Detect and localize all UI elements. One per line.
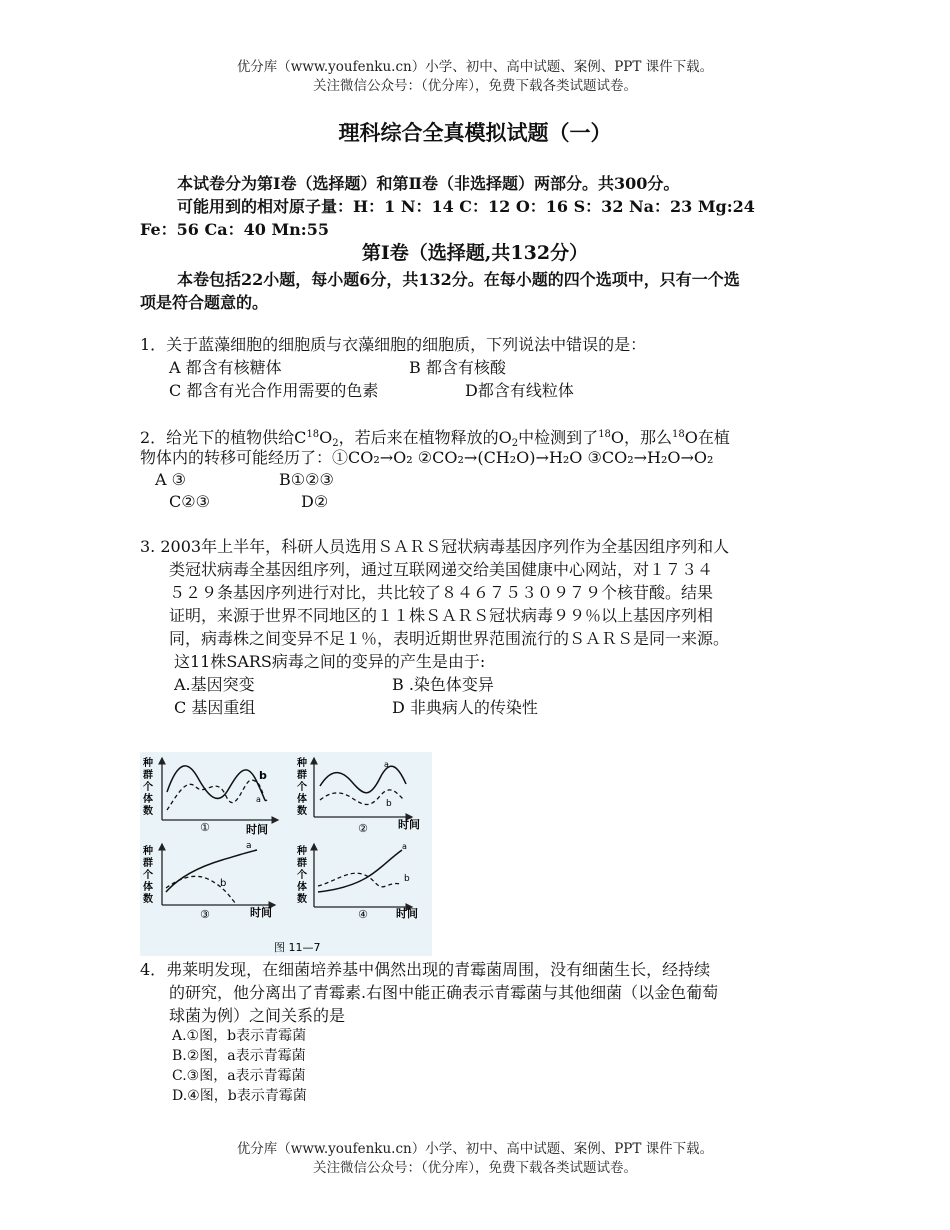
graph-panel-1 — [142, 756, 278, 836]
part1-heading: 第Ⅰ卷（选择题,共132分） — [361, 242, 589, 264]
ylabel-char: 群 — [297, 770, 307, 781]
ylabel-char: 种 — [143, 758, 153, 769]
curve-label-a: a — [246, 841, 252, 851]
q2-option-d: D② — [301, 492, 329, 511]
ylabel-char: 体 — [297, 794, 307, 805]
panel-number-3: ③ — [200, 908, 210, 921]
figure-caption: 图 11—7 — [274, 941, 321, 954]
q4-option-c: C.③图，a表示青霉菌 — [172, 1068, 306, 1084]
graph-panel-3 — [142, 841, 275, 921]
q1-option-a: A 都含有核糖体 — [169, 358, 282, 377]
x-axis-label: 时间 — [396, 907, 418, 920]
ylabel-char: 个 — [297, 870, 307, 881]
q4-line3: 球菌为例）之间关系的是 — [169, 1006, 346, 1025]
x-axis-label: 时间 — [250, 906, 272, 919]
curve-solid — [167, 766, 267, 801]
ylabel-char: 种 — [297, 758, 307, 769]
ylabel-char: 数 — [297, 806, 307, 817]
q2-option-c: C②③ — [169, 492, 210, 511]
curve-label-b: b — [404, 874, 410, 884]
curve-solid — [166, 850, 257, 892]
page-footer-line2: 关注微信公众号：（优分库），免费下载各类试题试卷。 — [313, 1160, 637, 1176]
q4-line1: 4．弗莱明发现，在细菌培养基中偶然出现的青霉菌周围，没有细菌生长，经持续 — [140, 960, 711, 979]
q1-option-b: B 都含有核酸 — [409, 358, 506, 377]
q3-line1: 3. 2003年上半年，科研人员选用ＳＡＲＳ冠状病毒基因序列作为全基因组序列和人 — [140, 537, 730, 556]
ylabel-char: 数 — [143, 894, 153, 905]
page-header-line2: 关注微信公众号：（优分库），免费下载各类试题试卷。 — [313, 78, 637, 94]
intro-line3: Fe：56 Ca：40 Mn:55 — [140, 220, 329, 239]
curve-label-a: a — [256, 795, 261, 804]
page-title: 理科综合全真模拟试题（一） — [338, 120, 612, 145]
q4-option-a: A.①图，b表示青霉菌 — [172, 1028, 307, 1044]
curve-label-b: b — [220, 878, 227, 889]
q3-option-d: D 非典病人的传染性 — [392, 698, 538, 717]
curve-solid — [318, 850, 402, 892]
q3-line3: ５２９条基因序列进行对比，共比较了８４６７５３０９７９个核苷酸。结果 — [169, 583, 714, 602]
ylabel-char: 群 — [143, 770, 153, 781]
q3-line2: 类冠状病毒全基因组序列，通过互联网递交给美国健康中心网站，对１７３４ — [169, 560, 714, 579]
curve-label-a: a — [384, 760, 389, 769]
ylabel-char: 种 — [143, 846, 153, 857]
q3-option-a: A.基因突变 — [174, 675, 255, 694]
q2-stem-line1: 2．给光下的植物供给$C^{18}O_2$，若后来在植物释放的$O_2$中检测到了$^{18}$O，那么$^{18}$O在植 — [140, 428, 730, 449]
ylabel-char: 群 — [143, 858, 153, 869]
curve-dashed — [167, 780, 264, 810]
intro-line2: 可能用到的相对原子量：H：1 N：14 C：12 O：16 S：32 Na：23 Mg:24 — [177, 197, 755, 216]
q2-option-a: A ③ — [155, 470, 186, 489]
q3-line6: 这11株SARS病毒之间的变异的产生是由于: — [174, 652, 486, 671]
curve-label-b: b — [386, 799, 392, 809]
graph-panel-4 — [296, 842, 418, 921]
q2-option-b: B①②③ — [279, 470, 334, 489]
q4-line2: 的研究，他分离出了青霉素.右图中能正确表示青霉菌与其他细菌（以金色葡萄 — [169, 983, 719, 1002]
ylabel-char: 数 — [297, 894, 307, 905]
q3-line4: 证明，来源于世界不同地区的１１株ＳＡＲＳ冠状病毒９９％以上基因序列相 — [169, 606, 714, 625]
x-axis-label: 时间 — [246, 823, 268, 836]
part1-desc-line2: 项是符合题意的。 — [140, 293, 269, 312]
curve-label-a: a — [402, 842, 407, 851]
q1-option-c: C 都含有光合作用需要的色素 — [169, 381, 379, 400]
ylabel-char: 体 — [143, 882, 153, 893]
population-graphs — [140, 752, 432, 956]
population-figure — [140, 752, 432, 956]
panel-number-2: ② — [358, 822, 368, 835]
q2-stem-line2: 物体内的转移可能经历了：①CO₂→O₂ ②CO₂→(CH₂O)→H₂O ③CO₂→H₂O→O₂ — [140, 448, 714, 467]
curve-solid — [320, 766, 406, 792]
curve-dashed — [318, 873, 402, 887]
q3-line5: 同，病毒株之间变异不足１％，表明近期世界范围流行的ＳＡＲＳ是同一来源。 — [169, 629, 730, 648]
x-axis-label: 时间 — [398, 818, 420, 831]
part1-desc-line1: 本卷包括22小题，每小题6分，共132分。在每小题的四个选项中，只有一个选 — [177, 270, 740, 289]
q1-option-d: D都含有线粒体 — [465, 381, 574, 400]
ylabel-char: 个 — [143, 870, 153, 881]
q3-option-c: C 基因重组 — [174, 698, 256, 717]
q1-stem: 1．关于蓝藻细胞的细胞质与衣藻细胞的细胞质，下列说法中错误的是： — [140, 335, 647, 354]
ylabel-char: 数 — [143, 806, 153, 817]
panel-number-4: ④ — [358, 908, 368, 921]
q3-option-b: B .染色体变异 — [392, 675, 494, 694]
ylabel-char: 体 — [297, 882, 307, 893]
ylabel-char: 体 — [143, 794, 153, 805]
page-header-line1: 优分库（www.youfenku.cn）小学、初中、高中试题、案例、PPT 课件下载。 — [236, 59, 714, 75]
curve-label-b: b — [259, 769, 267, 782]
ylabel-char: 种 — [297, 846, 307, 857]
ylabel-char: 个 — [143, 782, 153, 793]
q4-option-b: B.②图，a表示青霉菌 — [172, 1048, 306, 1064]
panel-number-1: ① — [200, 821, 210, 834]
ylabel-char: 个 — [297, 782, 307, 793]
graph-panel-2 — [296, 756, 420, 835]
ylabel-char: 群 — [297, 858, 307, 869]
q4-option-d: D.④图，b表示青霉菌 — [172, 1088, 307, 1104]
intro-line1: 本试卷分为第Ⅰ卷（选择题）和第Ⅱ卷（非选择题）两部分。共300分。 — [177, 174, 680, 193]
page-footer-line1: 优分库（www.youfenku.cn）小学、初中、高中试题、案例、PPT 课件下载。 — [236, 1141, 714, 1157]
